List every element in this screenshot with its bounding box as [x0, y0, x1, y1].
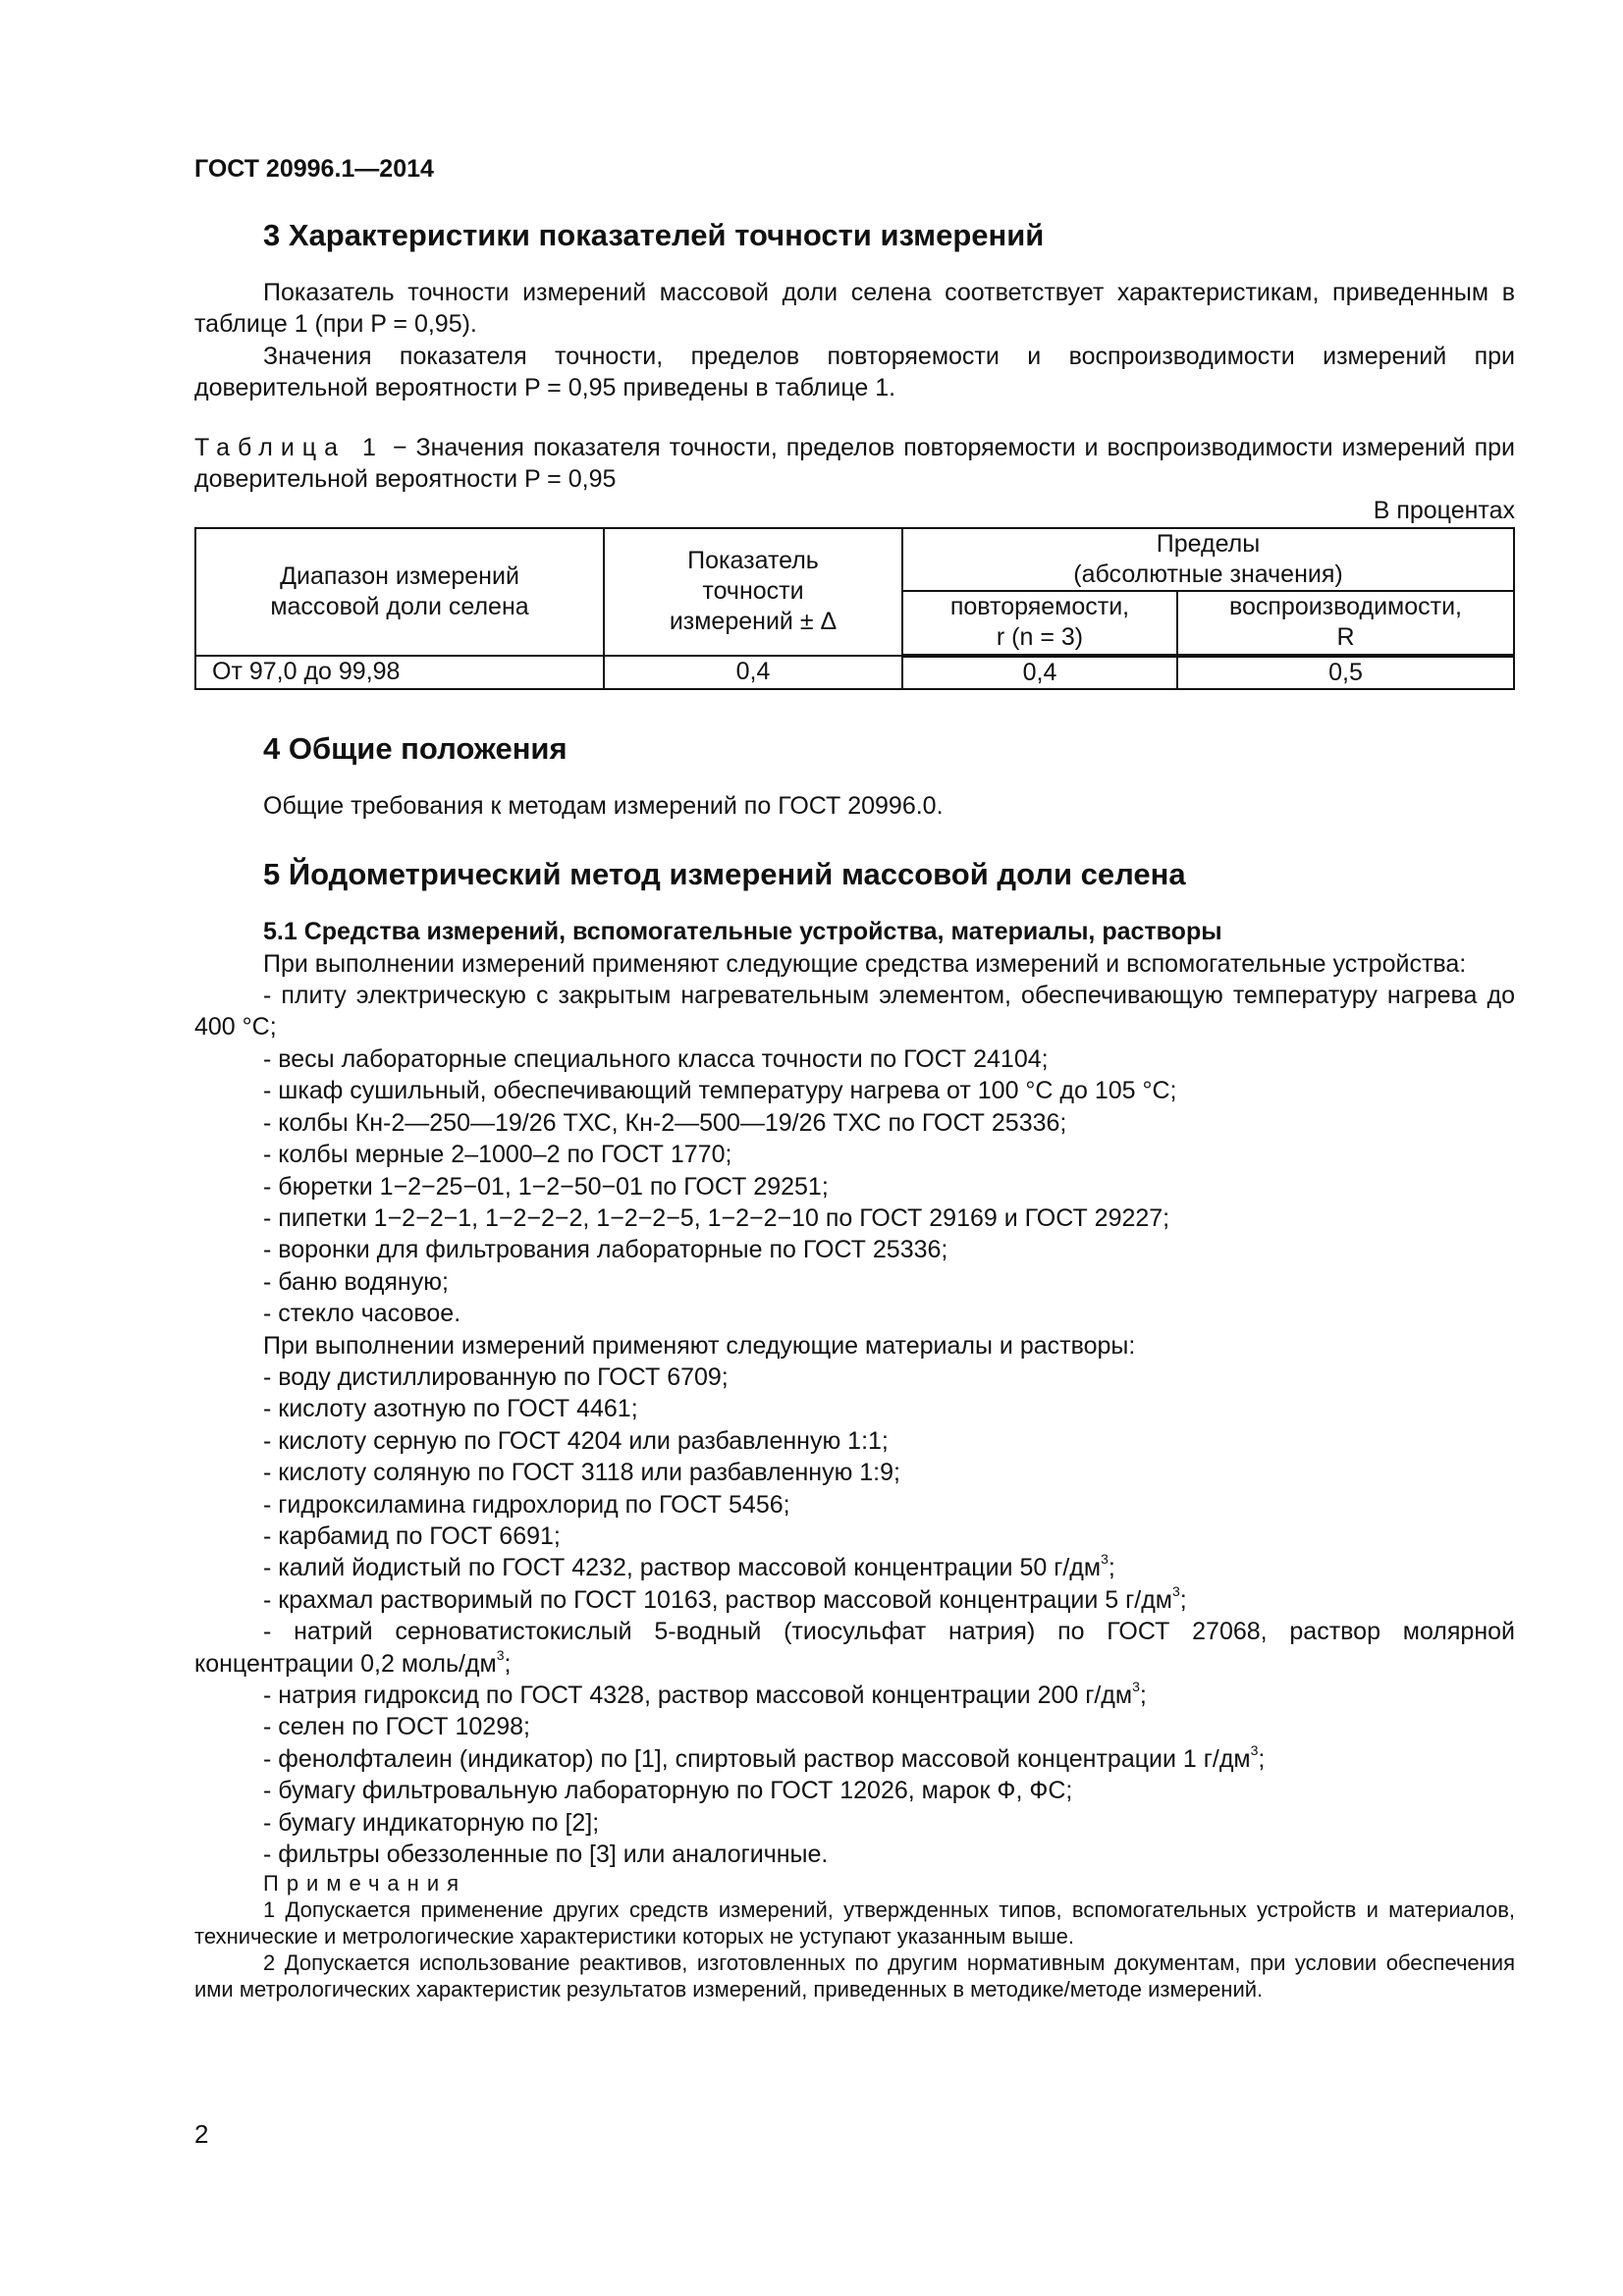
list-item: - кислоту соляную по ГОСТ 3118 или разбавленную 1:9; — [263, 1459, 900, 1487]
cell-repeatability: 0,4 — [902, 656, 1177, 689]
table-1-label: Таблица 1 — [194, 433, 384, 461]
list-item: - колбы Кн-2—250—19/26 ТХС, Кн-2—500—19/26 ТХС по ГОСТ 25336; — [263, 1108, 1067, 1137]
accuracy-table — [194, 527, 1515, 690]
header-accuracy: Показатель точности измерений ± Δ — [604, 528, 902, 656]
list-item: - гидроксиламина гидрохлорид по ГОСТ 5456; — [263, 1490, 790, 1519]
table-header-row-1 — [195, 528, 1514, 591]
table-row — [195, 656, 1514, 689]
list-item: - шкаф сушильный, обеспечивающий температуру нагрева от 100 °С до 105 °С; — [263, 1077, 1177, 1105]
header-reproducibility: воспроизводимости, R — [1177, 591, 1514, 656]
materials-intro: При выполнении измерений применяют следующие материалы и растворы: — [263, 1331, 1136, 1360]
table-1-caption — [194, 432, 1515, 496]
list-item: - фильтры обеззоленные по [3] или аналогичные. — [263, 1841, 829, 1869]
page-number: 2 — [194, 2119, 209, 2149]
list-item: - воду дистиллированную по ГОСТ 6709; — [263, 1362, 729, 1391]
list-item: - калий йодистый по ГОСТ 4232, раствор массовой концентрации 50 $г/дм^3$; — [263, 1551, 1115, 1582]
page-content — [194, 214, 1515, 2002]
cell-range: От 97,0 до 99,98 — [195, 656, 604, 689]
list-item: - натрий серноватистокислый 5-водный (тиосульфат натрия) по ГОСТ 27068, раствор молярной концентрации 0,2 моль/$дм^3$; — [194, 1618, 1515, 1678]
section-5-title: 5 Йодометрический метод измерений массовой доли селена — [263, 857, 1186, 892]
list-item: - пипетки 1−2−2−1, 1−2−2−2, 1−2−2−5, 1−2−2−10 по ГОСТ 29169 и ГОСТ 29227; — [263, 1203, 1170, 1232]
note-1: 1 Допускается применение других средств измерений, утвержденных типов, вспомогательных устройств и материалов, технические и метрологические характеристики которых не уступают указанным выше. — [194, 1897, 1515, 1949]
list-item: - плиту электрическую с закрытым нагревательным элементом, обеспечивающую температуру нагрева до 400 °С; — [194, 982, 1515, 1041]
list-item: - весы лабораторные специального класса точности по ГОСТ 24104; — [263, 1044, 1049, 1073]
list-item: - воронки для фильтрования лабораторные по ГОСТ 25336; — [263, 1236, 948, 1264]
section-4-title: 4 Общие положения — [263, 730, 568, 766]
header-repeatability: повторяемости, r (n = 3) — [902, 591, 1177, 656]
section-3-title: 3 Характеристики показателей точности измерений — [263, 218, 1045, 252]
list-item: - стекло часовое. — [263, 1300, 461, 1328]
notes-title: Примечания — [263, 1871, 467, 1896]
header-limits: Пределы (абсолютные значения) — [902, 528, 1514, 591]
cell-accuracy: 0,4 — [604, 656, 902, 689]
table-1-caption-text: − Значения показателя точности, пределов повторяемости и воспроизводимости измерений при доверительной вероятности P = 0,95 — [194, 433, 1515, 494]
section-3-para-1: Показатель точности измерений массовой доли селена соответствует характеристикам, приведенным в таблице 1 (при P = 0,95). — [194, 279, 1515, 339]
list-item: - кислоту серную по ГОСТ 4204 или разбавленную 1:1; — [263, 1426, 889, 1455]
table-units: В процентах — [1373, 497, 1515, 525]
list-item: - селен по ГОСТ 10298; — [263, 1713, 530, 1741]
list-item: - натрия гидроксид по ГОСТ 4328, раствор массовой концентрации 200 $г/дм^3$; — [263, 1679, 1147, 1709]
cell-reproducibility: 0,5 — [1177, 656, 1514, 689]
list-item: - колбы мерные 2–1000–2 по ГОСТ 1770; — [263, 1141, 732, 1169]
list-item: - карбамид по ГОСТ 6691; — [263, 1522, 561, 1550]
section-4-para: Общие требования к методам измерений по ГОСТ 20996.0. — [263, 791, 944, 820]
list-item: - бумагу фильтровальную лабораторную по ГОСТ 12026, марок Ф, ФС; — [263, 1777, 1073, 1805]
list-item: - бюретки 1−2−25−01, 1−2−50−01 по ГОСТ 29251; — [263, 1172, 829, 1201]
note-2: 2 Допускается использование реактивов, изготовленных по другим нормативным документам, при условии обеспечения ими метрологических характеристик результатов измерений, приведенных в методике/методе измерений. — [194, 1950, 1515, 2002]
list-item: - фенолфталеин (индикатор) по [1], спиртовый раствор массовой концентрации 1 $г/дм^3$; — [263, 1741, 1266, 1773]
header-range: Диапазон измерений массовой доли селена — [195, 528, 604, 656]
list-item: - крахмал растворимый по ГОСТ 10163, раствор массовой концентрации 5 $г/дм^3$; — [263, 1582, 1187, 1614]
section-3-para-2: Значения показателя точности, пределов повторяемости и воспроизводимости измерений при доверительной вероятности P = 0,95 приведены в таблице 1. — [194, 342, 1515, 402]
standard-id: ГОСТ 20996.1—2014 — [194, 155, 434, 183]
list-item: - бумагу индикаторную по [2]; — [263, 1808, 600, 1837]
list-item: - баню водяную; — [263, 1267, 449, 1296]
list-item: - кислоту азотную по ГОСТ 4461; — [263, 1395, 638, 1423]
subsection-5-1-title: 5.1 Средства измерений, вспомогательные устройства, материалы, растворы — [263, 918, 1222, 946]
instruments-intro: При выполнении измерений применяют следующие средства измерений и вспомогательные устройства: — [263, 949, 1467, 978]
